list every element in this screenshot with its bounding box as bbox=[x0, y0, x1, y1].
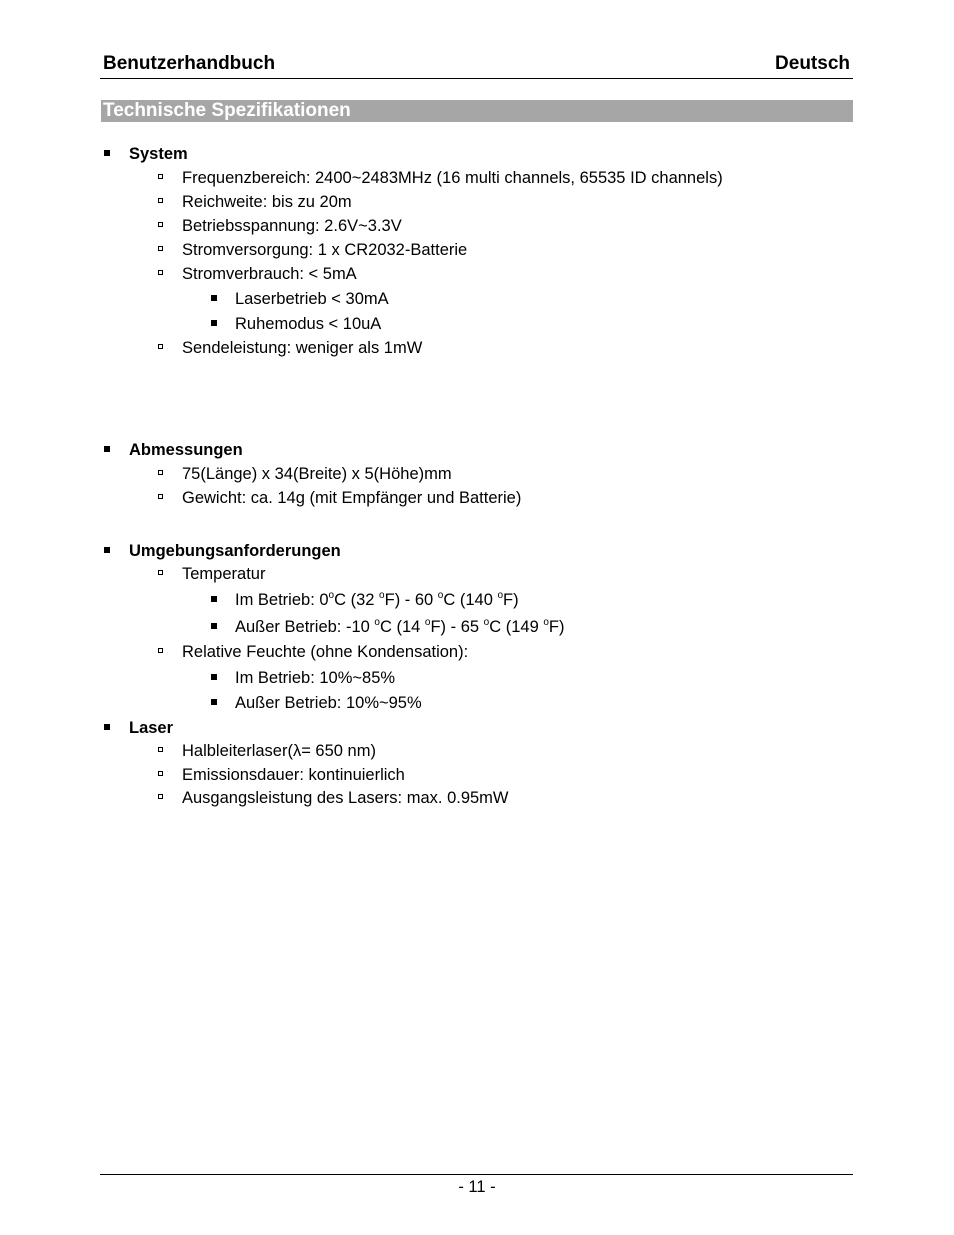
environment-op-temperature: Im Betrieb: 0$^o$C (32 $^o$F) - 60 $^o$C (140 $^o$F) bbox=[235, 590, 519, 609]
bullet-hollow-square-icon bbox=[158, 771, 163, 776]
environment-heading: Umgebungsanforderungen bbox=[129, 542, 341, 560]
bullet-square-icon bbox=[211, 623, 217, 629]
environment-nonop-humidity: Außer Betrieb: 10%~95% bbox=[235, 694, 422, 712]
dimensions-size: 75(Länge) x 34(Breite) x 5(Höhe)mm bbox=[182, 465, 452, 483]
bullet-hollow-square-icon bbox=[158, 648, 163, 653]
bullet-hollow-square-icon bbox=[158, 270, 163, 275]
bullet-hollow-square-icon bbox=[158, 344, 163, 349]
bullet-hollow-square-icon bbox=[158, 470, 163, 475]
bullet-hollow-square-icon bbox=[158, 222, 163, 227]
bullet-square-icon bbox=[211, 596, 217, 602]
laser-heading: Laser bbox=[129, 719, 174, 737]
page-number: - 11 - bbox=[458, 1178, 496, 1196]
header-title: Benutzerhandbuch bbox=[103, 53, 276, 74]
environment-op-humidity: Im Betrieb: 10%~85% bbox=[235, 669, 396, 687]
bullet-hollow-square-icon bbox=[158, 570, 163, 575]
dimensions-weight: Gewicht: ca. 14g (mit Empfänger und Batterie) bbox=[182, 489, 522, 507]
system-power-supply: Stromversorgung: 1 x CR2032-Batterie bbox=[182, 241, 468, 259]
system-frequency: Frequenzbereich: 2400~2483MHz (16 multi channels, 65535 ID channels) bbox=[182, 169, 723, 187]
environment-humidity: Relative Feuchte (ohne Kondensation): bbox=[182, 643, 469, 661]
dimensions-heading: Abmessungen bbox=[129, 441, 243, 459]
header-rule bbox=[100, 78, 853, 79]
bullet-square-icon bbox=[211, 320, 217, 326]
environment-temperature: Temperatur bbox=[182, 565, 266, 583]
bullet-hollow-square-icon bbox=[158, 246, 163, 251]
system-transmit-power: Sendeleistung: weniger als 1mW bbox=[182, 339, 423, 357]
system-laser-mode: Laserbetrieb < 30mA bbox=[235, 290, 389, 308]
laser-emission: Emissionsdauer: kontinuierlich bbox=[182, 766, 405, 784]
bullet-square-icon bbox=[211, 674, 217, 680]
bullet-square-icon bbox=[104, 150, 110, 156]
bullet-square-icon bbox=[104, 547, 110, 553]
bullet-hollow-square-icon bbox=[158, 794, 163, 799]
bullet-hollow-square-icon bbox=[158, 747, 163, 752]
footer-rule bbox=[100, 1174, 853, 1175]
laser-type: Halbleiterlaser(λ= 650 nm) bbox=[182, 742, 376, 760]
system-range: Reichweite: bis zu 20m bbox=[182, 193, 352, 211]
section-title: Technische Spezifikationen bbox=[103, 100, 351, 121]
system-idle-mode: Ruhemodus < 10uA bbox=[235, 315, 382, 333]
system-consumption: Stromverbrauch: < 5mA bbox=[182, 265, 357, 283]
system-heading: System bbox=[129, 145, 188, 163]
bullet-hollow-square-icon bbox=[158, 494, 163, 499]
bullet-square-icon bbox=[211, 699, 217, 705]
laser-output: Ausgangsleistung des Lasers: max. 0.95mW bbox=[182, 789, 509, 807]
bullet-square-icon bbox=[104, 446, 110, 452]
bullet-hollow-square-icon bbox=[158, 174, 163, 179]
environment-nonop-temperature: Außer Betrieb: -10 $^o$C (14 $^o$F) - 65 $^o$C (149 $^o$F) bbox=[235, 617, 565, 636]
system-voltage: Betriebsspannung: 2.6V~3.3V bbox=[182, 217, 402, 235]
bullet-square-icon bbox=[104, 724, 110, 730]
bullet-square-icon bbox=[211, 295, 217, 301]
bullet-hollow-square-icon bbox=[158, 198, 163, 203]
header-language: Deutsch bbox=[775, 53, 850, 74]
